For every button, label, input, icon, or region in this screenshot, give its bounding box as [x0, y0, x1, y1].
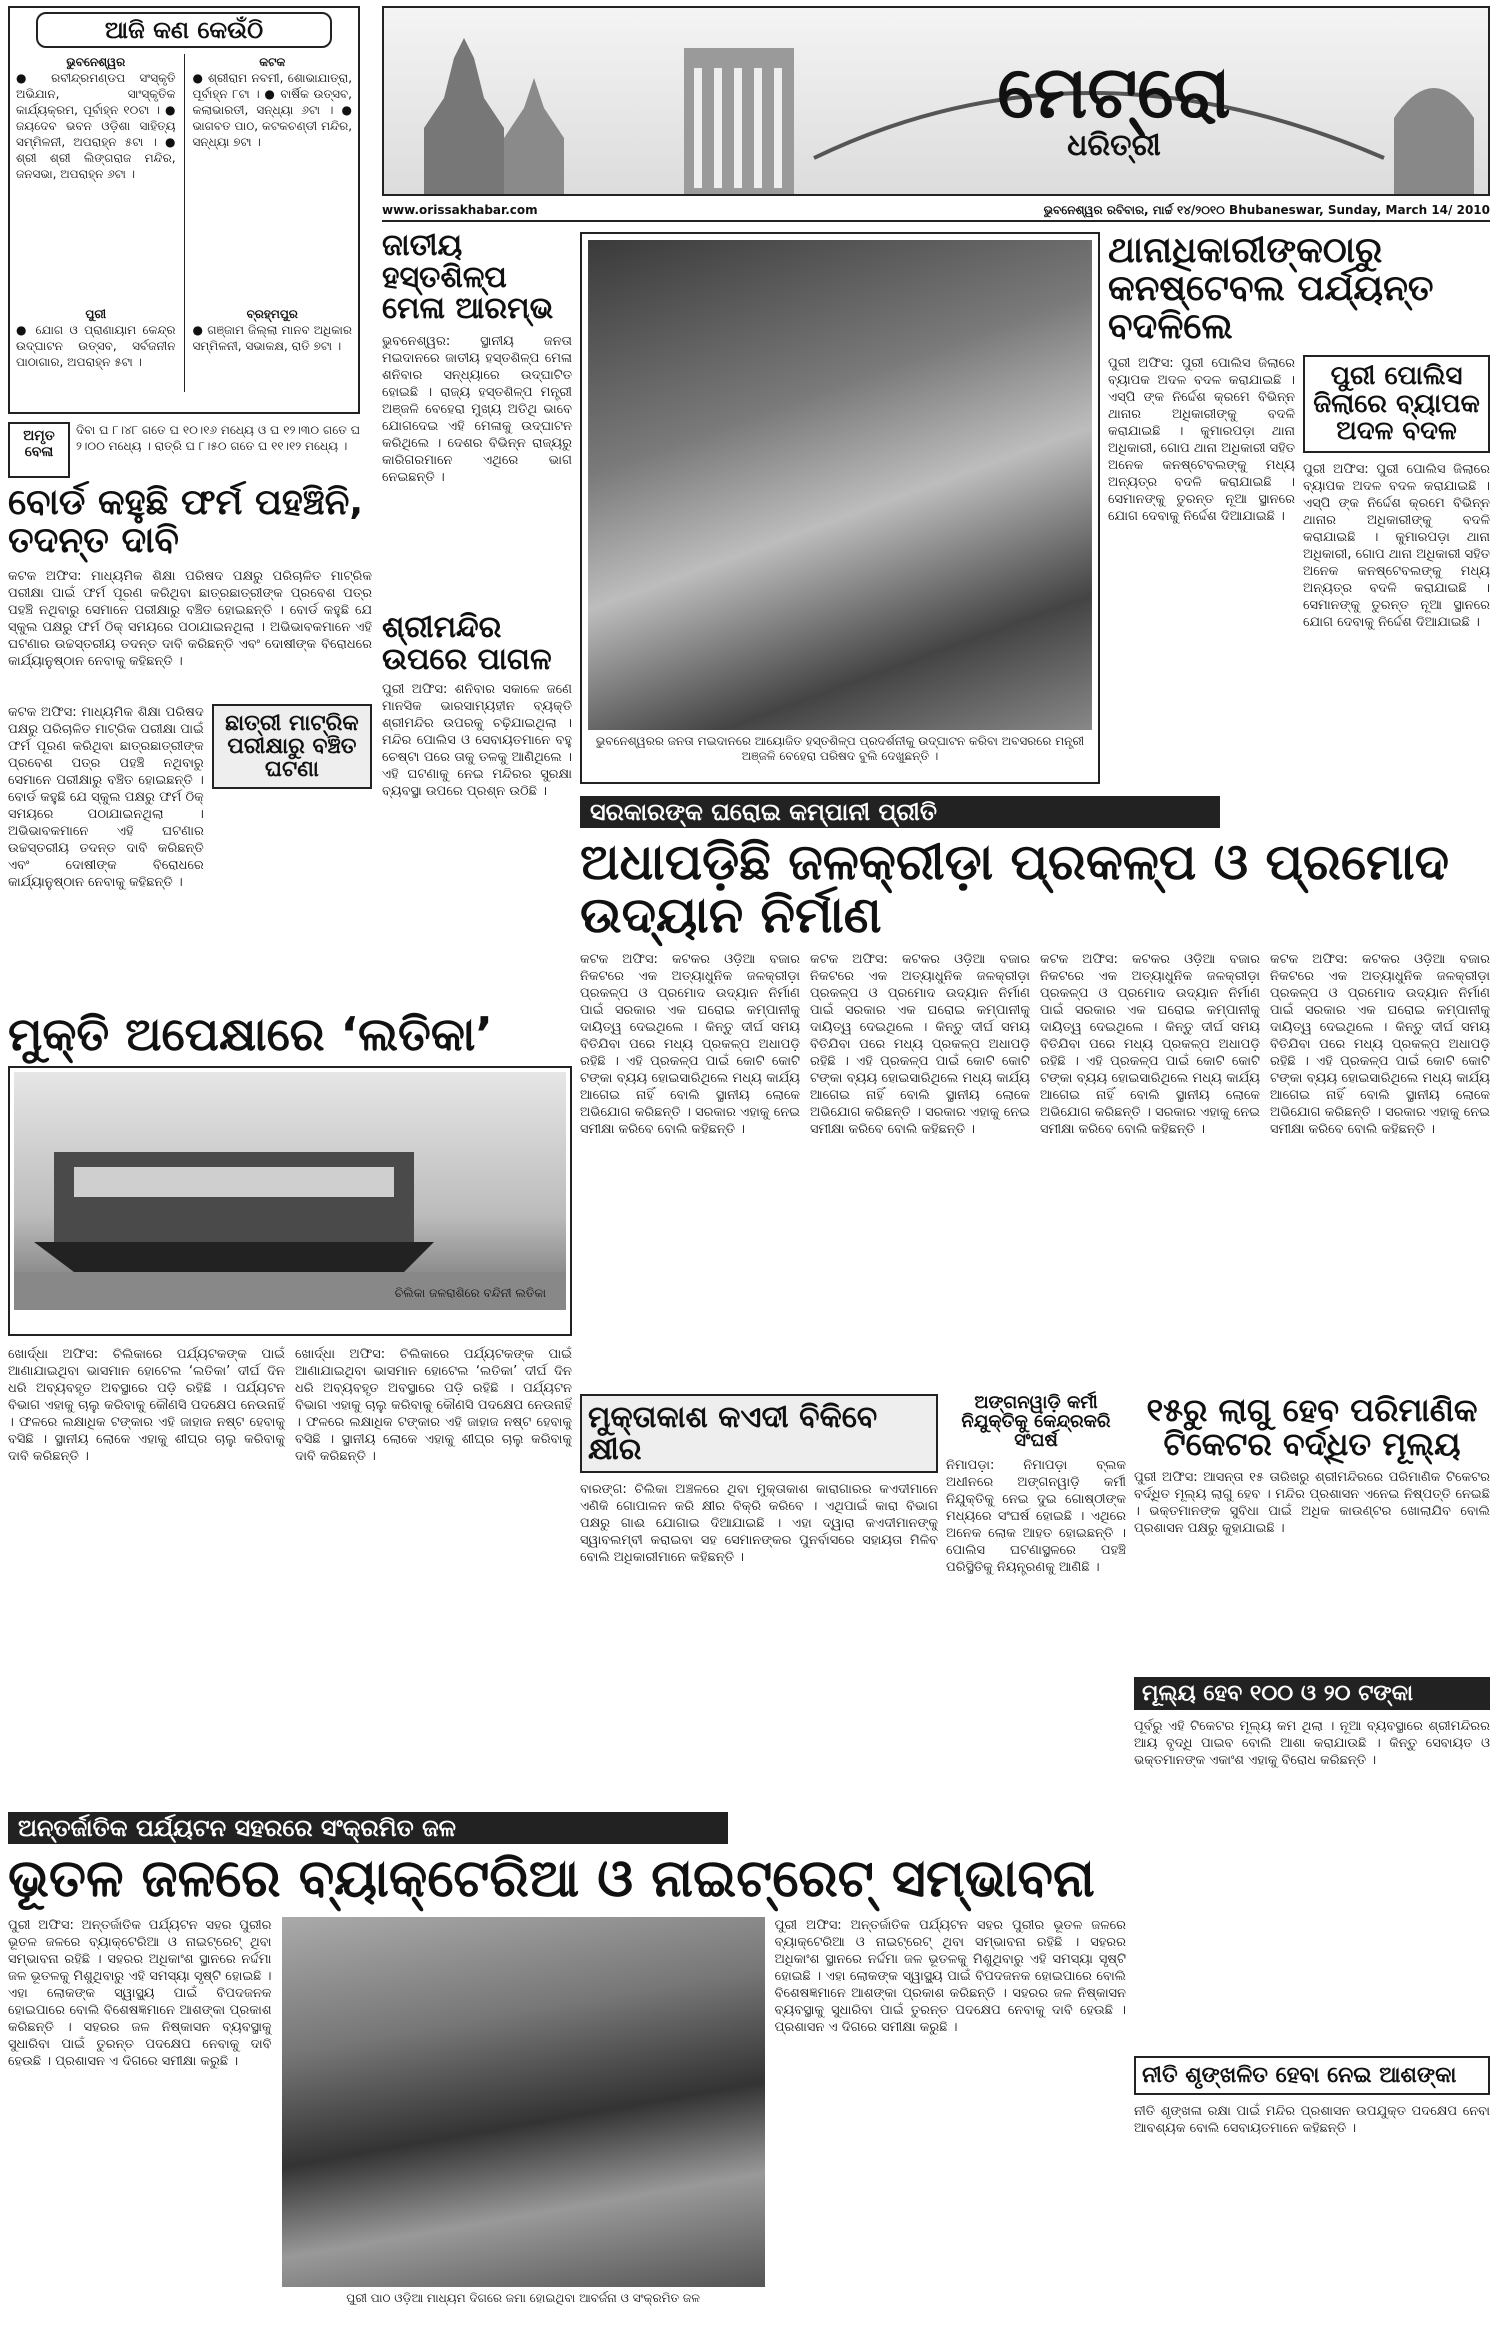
- dateline-bar: [382, 200, 1490, 222]
- police-inset: ପୁରୀ ପୋଲିସ ଜିଲାରେ ବ୍ୟାପକ ଅଦଳ ବଦଳ: [1303, 355, 1490, 453]
- temple-skyline-illustration: [384, 8, 1490, 196]
- houseboat-photo: [14, 1072, 566, 1310]
- police-headline: ଥାନାଧିକାରୀଙ୍କଠାରୁ କନଷ୍ଟେବଲ ପର୍ଯ୍ୟନ୍ତ ବଦଳିଲେ: [1108, 230, 1434, 347]
- ticket-body2: ପୂର୍ବରୁ ଏହି ଟିକେଟର ମୂଲ୍ୟ କମ ଥିଲା । ନୂଆ ବ୍ୟବସ୍ଥାରେ ଶ୍ରୀମନ୍ଦିରର ଆୟ ବୃଦ୍ଧି ପାଇବ ବୋଲି ଆଶା କରାଯାଉଛି । କିନ୍ତୁ ସେବାୟତ ଓ ଭକ୍ତମାନଙ୍କ ଏକାଂଶ ଏହାକୁ ବିରୋଧ କରିଛନ୍ତି ।: [1134, 1719, 1490, 1769]
- masthead-subtitle: ଧରିତ୍ରୀ: [1067, 128, 1161, 163]
- story-latika: [8, 1007, 572, 1810]
- story-company: [580, 796, 1490, 1386]
- water-caption: ପୁରୀ ପାଠ ଓଡ଼ିଆ ମାଧ୍ୟମ ଦିଗରେ ଜମା ହୋଇଥିବା ଆବର୍ଜନା ଓ ସଂକ୍ରମିତ ଜଳ: [346, 2290, 700, 2305]
- latika-headline: ମୁକ୍ତି ଅପେକ୍ଷାରେ ‘ଲତିକା’: [8, 1007, 493, 1061]
- events-col2-text2: ● ଗଞ୍ଜାମ ଜିଲ୍ଲା ମାନବ ଅଧିକାର ସମ୍ମିଳନୀ, ସଭାକକ୍ଷ, ରାତି ୭ଟା ।: [192, 323, 353, 353]
- amruta-text: ଦିବା ଘ ୮।୪୮ ଗତେ ଘ ୧୦।୧୬ ମଧ୍ୟେ ଓ ଘ ୧୨।୩୦ ଗତେ ଘ ୨।୦୦ ମଧ୍ୟେ । ରାତ୍ରି ଘ ୮।୫୦ ଗତେ ଘ ୧୧।୧୨ ମଧ୍ୟେ ।: [76, 423, 360, 453]
- water-body-col3: ପୁରୀ ଅଫିସ: ଅନ୍ତର୍ଜାତିକ ପର୍ଯ୍ୟଟନ ସହର ପୁରୀର ଭୂତଳ ଜଳରେ ବ୍ୟାକ୍ଟେରିଆ ଓ ନାଇଟ୍ରେଟ୍ ଥିବା ସମ୍ଭାବନା ରହିଛି । ସହରର ଅଧିକାଂଶ ସ୍ଥାନରେ ନର୍ଦ୍ଦମା ଜଳ ଭୂତଳକୁ ମିଶୁଥିବାରୁ ଏହି ସମସ୍ୟା ସୃଷ୍ଟି ହୋଇଛି । ଏହା ଲୋକଙ୍କ ସ୍ୱାସ୍ଥ୍ୟ ପାଇଁ ବିପଦଜନକ ହୋଇପାରେ ବୋଲି ବିଶେଷଜ୍ଞମାନେ ଆଶଙ୍କା ପ୍ରକାଶ କରିଛନ୍ତି । ସହରର ଜଳ ନିଷ୍କାସନ ବ୍ୟବସ୍ଥାକୁ ସୁଧାରିବା ପାଇଁ ତୁରନ୍ତ ପଦକ୍ଷେପ ନେବାକୁ ଦାବି ହେଉଛି । ପ୍ରଶାସନ ଏ ଦିଗରେ ସମୀକ୍ଷା କରୁଛି ।: [774, 1917, 1126, 2035]
- ticket-headline: ୧୫ରୁ ଲାଗୁ ହେବ ପରିମାଣିକ ଟିକେଟର ବର୍ଦ୍ଧିତ ମୂଲ୍ୟ: [1146, 1391, 1478, 1463]
- board-inset: ଛାତ୍ରୀ ମାଟ୍ରିକ ପରୀକ୍ଷାରୁ ବଞ୍ଚିତ ଘଟଣା: [212, 704, 372, 789]
- water-photo: [282, 1917, 765, 2287]
- handicraft-body: ଭୁବନେଶ୍ୱର: ସ୍ଥାନୀୟ ଜନତା ମଇଦାନରେ ଜାତୀୟ ହସ୍ତଶିଳ୍ପ ମେଳା ଶନିବାର ସନ୍ଧ୍ୟାରେ ଉଦ୍‌ଘାଟିତ ହୋଇଛି । ରାଜ୍ୟ ହସ୍ତଶିଳ୍ପ ମନ୍ତ୍ରୀ ଅଞ୍ଜଳି ବେହେରା ମୁଖ୍ୟ ଅତିଥି ଭାବେ ଯୋଗଦେଇ ଏହି ମେଳାକୁ ଉଦ୍‌ଘାଟନ କରିଥିଲେ । ଦେଶର ବିଭିନ୍ନ ରାଜ୍ୟରୁ କାରିଗରମାନେ ଏଥିରେ ଭାଗ ନେଇଛନ୍ତି ।: [382, 333, 572, 485]
- story-anganwadi: [946, 1394, 1126, 1804]
- events-col2-heading: କଟକ: [259, 55, 286, 69]
- photo-fair: [588, 240, 1092, 730]
- events-box: [8, 6, 360, 414]
- anganwadi-body: ନିମାପଡ଼ା: ନିମାପଡ଼ା ବ୍ଲକ ଅଧୀନରେ ଅଙ୍ଗନୱାଡ଼ି କର୍ମୀ ନିଯୁକ୍ତିକୁ ନେଇ ଦୁଇ ଗୋଷ୍ଠୀଙ୍କ ମଧ୍ୟରେ ସଂଘର୍ଷ ହୋଇଛି । ଏଥିରେ ଅନେକ ଲୋକ ଆହତ ହୋଇଛନ୍ତି । ପୋଲିସ ଘଟଣାସ୍ଥଳରେ ପହଞ୍ଚି ପରିସ୍ଥିତିକୁ ନିୟନ୍ତ୍ରଣକୁ ଆଣିଛି ।: [946, 1457, 1126, 1575]
- ticket-body: ପୁରୀ ଅଫିସ: ଆସନ୍ତା ୧୫ ତାରିଖରୁ ଶ୍ରୀମନ୍ଦିରରେ ପରିମାଣିକ ଟିକେଟର ବର୍ଦ୍ଧିତ ମୂଲ୍ୟ ଲାଗୁ ହେବ । ମନ୍ଦିର ପ୍ରଶାସନ ଏନେଇ ନିଷ୍ପତ୍ତି ନେଇଛି । ଭକ୍ତମାନଙ୍କ ସୁବିଧା ପାଇଁ ଅଧିକ କାଉଣ୍ଟର ଖୋଲାଯିବ ବୋଲି ପ୍ରଶାସନ ପକ୍ଷରୁ କୁହାଯାଇଛି ।: [1134, 1470, 1490, 1537]
- events-col1-heading: ଭୁବନେଶ୍ୱର: [66, 55, 126, 69]
- company-body-col2: କଟକ ଅଫିସ: କଟକର ଓଡ଼ିଆ ବଜାର ନିକଟରେ ଏକ ଅତ୍ୟାଧୁନିକ ଜଳକ୍ରୀଡ଼ା ପ୍ରକଳ୍ପ ଓ ପ୍ରମୋଦ ଉଦ୍ୟାନ ନିର୍ମାଣ ପାଇଁ ସରକାର ଏକ ଘରୋଇ କମ୍ପାନୀକୁ ଦାୟିତ୍ୱ ଦେଇଥିଲେ । କିନ୍ତୁ ଦୀର୍ଘ ସମୟ ବିତିଯିବା ପରେ ମଧ୍ୟ ପ୍ରକଳ୍ପ ଅଧାପଡ଼ି ରହିଛି । ଏହି ପ୍ରକଳ୍ପ ପାଇଁ କୋଟି କୋଟି ଟଙ୍କା ବ୍ୟୟ ହୋଇସାରିଥିଲେ ମଧ୍ୟ କାର୍ଯ୍ୟ ଆଗେଇ ନାହିଁ ବୋଲି ସ୍ଥାନୀୟ ଲୋକେ ଅଭିଯୋଗ କରିଛନ୍ତି । ସରକାର ଏହାକୁ ନେଇ ସମୀକ୍ଷା କରିବେ ବୋଲି କହିଛନ୍ତି ।: [810, 952, 1030, 1137]
- events-col1-text: ● ରବୀନ୍ଦ୍ରମଣ୍ଡପ ସଂସ୍କୃତି ଅଭିଯାନ, ସାଂସ୍କୃତିକ କାର୍ଯ୍ୟକ୍ରମ, ପୂର୍ବାହ୍ନ ୧୦ଟା । ● ଜୟଦେବ ଭବନ ଓଡ଼ିଶା ସାହିତ୍ୟ ସମ୍ମିଳନୀ, ଅପରାହ୍ନ ୫ଟା । ● ଶ୍ରୀ ଶ୍ରୀ ଲିଙ୍ଗରାଜ ମନ୍ଦିର, ଜନସଭା, ଅପରାହ୍ନ ୬ଟା ।: [16, 71, 176, 181]
- dateline: ଭୁବନେଶ୍ୱର ରବିବାର, ମାର୍ଚ୍ଚ ୧୪/୨୦୧୦ Bhubaneswar, Sunday, March 14/ 2010: [1043, 202, 1490, 217]
- story-board: [8, 484, 372, 1004]
- photo-fair-caption: ଭୁବନେଶ୍ୱରର ଜନତା ମଇଦାନରେ ଆୟୋଜିତ ହସ୍ତଶିଳ୍ପ ପ୍ରଦର୍ଶନୀକୁ ଉଦ୍‌ଘାଟନ କରିବା ଅବସରରେ ମନ୍ତ୍ରୀ ଅଞ୍ଜଳି ବେହେରା ପରିଷଦ ବୁଲି ଦେଖୁଛନ୍ତି ।: [595, 734, 1085, 763]
- company-body-col4: କଟକ ଅଫିସ: କଟକର ଓଡ଼ିଆ ବଜାର ନିକଟରେ ଏକ ଅତ୍ୟାଧୁନିକ ଜଳକ୍ରୀଡ଼ା ପ୍ରକଳ୍ପ ଓ ପ୍ରମୋଦ ଉଦ୍ୟାନ ନିର୍ମାଣ ପାଇଁ ସରକାର ଏକ ଘରୋଇ କମ୍ପାନୀକୁ ଦାୟିତ୍ୱ ଦେଇଥିଲେ । କିନ୍ତୁ ଦୀର୍ଘ ସମୟ ବିତିଯିବା ପରେ ମଧ୍ୟ ପ୍ରକଳ୍ପ ଅଧାପଡ଼ି ରହିଛି । ଏହି ପ୍ରକଳ୍ପ ପାଇଁ କୋଟି କୋଟି ଟଙ୍କା ବ୍ୟୟ ହୋଇସାରିଥିଲେ ମଧ୍ୟ କାର୍ଯ୍ୟ ଆଗେଇ ନାହିଁ ବୋଲି ସ୍ଥାନୀୟ ଲୋକେ ଅଭିଯୋଗ କରିଛନ୍ତି । ସରକାର ଏହାକୁ ନେଇ ସମୀକ୍ଷା କରିବେ ବୋଲି କହିଛନ୍ତି ।: [1270, 952, 1490, 1137]
- story-prisoner: [580, 1394, 938, 1804]
- temple-body: ପୁରୀ ଅଫିସ: ଶନିବାର ସକାଳେ ଜଣେ ମାନସିକ ଭାରସାମ୍ୟହୀନ ବ୍ୟକ୍ତି ଶ୍ରୀମନ୍ଦିର ଉପରକୁ ଚଢ଼ିଯାଇଥିଲା । ମନ୍ଦିର ପୋଲିସ ଓ ସେବାୟତମାନେ ବହୁ ଚେଷ୍ଟା ପରେ ତାକୁ ତଳକୁ ଆଣିଥିଲେ । ଏହି ଘଟଣାକୁ ନେଇ ମନ୍ଦିରର ସୁରକ୍ଷା ବ୍ୟବସ୍ଥା ଉପରେ ପ୍ରଶ୍ନ ଉଠିଛି ।: [382, 682, 572, 799]
- masthead: [382, 6, 1490, 196]
- board-body: କଟକ ଅଫିସ: ମାଧ୍ୟମିକ ଶିକ୍ଷା ପରିଷଦ ପକ୍ଷରୁ ପରିଚାଳିତ ମାଟ୍ରିକ ପରୀକ୍ଷା ପାଇଁ ଫର୍ମ ପୂରଣ କରିଥିବା ଛାତ୍ରଛାତ୍ରୀଙ୍କ ପ୍ରବେଶ ପତ୍ର ପହଞ୍ଚି ନଥିବାରୁ ସେମାନେ ପରୀକ୍ଷାରୁ ବଞ୍ଚିତ ହୋଇଛନ୍ତି । ବୋର୍ଡ କହୁଛି ଯେ ସ୍କୁଲ ପକ୍ଷରୁ ଫର୍ମ ଠିକ୍ ସମୟରେ ପଠାଯାଇନଥିଲା । ଅଭିଭାବକମାନେ ଏହି ଘଟଣାର ଉଚ୍ଚସ୍ତରୀୟ ତଦନ୍ତ ଦାବି କରିଛନ୍ତି ଏବଂ ଦୋଷୀଙ୍କ ବିରୋଧରେ କାର୍ଯ୍ୟାନୁଷ୍ଠାନ ନେବାକୁ କହିଛନ୍ତି ।: [8, 568, 372, 669]
- story-temple: [382, 612, 572, 1007]
- police-body: ପୁରୀ ଅଫିସ: ପୁରୀ ପୋଲିସ ଜିଲାରେ ବ୍ୟାପକ ଅଦଳ ବଦଳ କରାଯାଇଛି । ଏସ୍‌ପି ଙ୍କ ନିର୍ଦ୍ଦେଶ କ୍ରମେ ବିଭିନ୍ନ ଥାନାର ଅଧିକାରୀଙ୍କୁ ବଦଳି କରାଯାଇଛି । କୁମାରପଡ଼ା ଥାନା ଅଧିକାରୀ, ଗୋପ ଥାନା ଅଧିକାରୀ ସହିତ ଅନେକ କନଷ୍ଟେବଲଙ୍କୁ ମଧ୍ୟ ଅନ୍ୟତ୍ର ବଦଳି କରାଯାଇଛି । ସେମାନଙ୍କୁ ତୁରନ୍ତ ନୂଆ ସ୍ଥାନରେ ଯୋଗ ଦେବାକୁ ନିର୍ଦ୍ଦେଶ ଦିଆଯାଇଛି ।: [1108, 356, 1295, 525]
- board-headline: ବୋର୍ଡ କହୁଛି ଫର୍ମ ପହଞ୍ଚିନି, ତଦନ୍ତ ଦାବି: [8, 482, 364, 561]
- story-handicraft: [382, 230, 572, 610]
- anganwadi-headline: ଅଙ୍ଗନୱାଡ଼ି କର୍ମୀ ନିଯୁକ୍ତିକୁ କେନ୍ଦ୍ରକରି ସଂଘର୍ଷ: [961, 1392, 1111, 1451]
- ticket-price-tag: ମୂଲ୍ୟ ହେବ ୧୦୦ ଓ ୨୦ ଟଙ୍କା: [1134, 1677, 1490, 1710]
- events-col1-text2: ● ଯୋଗ ଓ ପ୍ରାଣାୟାମ କେନ୍ଦ୍ର ଉଦ୍‌ଘାଟନ ଉତ୍ସବ, ସର୍ବଜନୀନ ପାଠାଗାର, ଅପରାହ୍ନ ୫ଟା ।: [16, 323, 176, 369]
- latika-caption: ଚିଲିକା ଜଳରାଶିରେ ବନ୍ଦିନୀ ଲତିକା: [394, 1286, 546, 1301]
- masthead-title: ମେଟ୍ରୋ: [997, 50, 1231, 134]
- prisoner-body: ବାରଙ୍ଗ: ଚିଲିକା ଅଞ୍ଚଳରେ ଥିବା ମୁକ୍ତାକାଶ କାରାଗାରର କଏଦୀମାନେ ଏଣିକି ଗୋପାଳନ କରି କ୍ଷୀର ବିକ୍ରି କରିବେ । ଏଥିପାଇଁ କାରା ବିଭାଗ ପକ୍ଷରୁ ଗାଈ ଯୋଗାଇ ଦିଆଯାଇଛି । ଏହା ଦ୍ୱାରା କଏଦୀମାନଙ୍କୁ ସ୍ୱାବଲମ୍ବୀ କରାଇବା ସହ ସେମାନଙ୍କର ପୁନର୍ବାସରେ ସହାୟତା ମିଳିବ ବୋଲି ଅଧିକାରୀମାନେ କହିଛନ୍ତି ।: [580, 1482, 938, 1565]
- company-body-col1: କଟକ ଅଫିସ: କଟକର ଓଡ଼ିଆ ବଜାର ନିକଟରେ ଏକ ଅତ୍ୟାଧୁନିକ ଜଳକ୍ରୀଡ଼ା ପ୍ରକଳ୍ପ ଓ ପ୍ରମୋଦ ଉଦ୍ୟାନ ନିର୍ମାଣ ପାଇଁ ସରକାର ଏକ ଘରୋଇ କମ୍ପାନୀକୁ ଦାୟିତ୍ୱ ଦେଇଥିଲେ । କିନ୍ତୁ ଦୀର୍ଘ ସମୟ ବିତିଯିବା ପରେ ମଧ୍ୟ ପ୍ରକଳ୍ପ ଅଧାପଡ଼ି ରହିଛି । ଏହି ପ୍ରକଳ୍ପ ପାଇଁ କୋଟି କୋଟି ଟଙ୍କା ବ୍ୟୟ ହୋଇସାରିଥିଲେ ମଧ୍ୟ କାର୍ଯ୍ୟ ଆଗେଇ ନାହିଁ ବୋଲି ସ୍ଥାନୀୟ ଲୋକେ ଅଭିଯୋଗ କରିଛନ୍ତି । ସରକାର ଏହାକୁ ନେଇ ସମୀକ୍ଷା କରିବେ ବୋଲି କହିଛନ୍ତି ।: [580, 952, 800, 1137]
- website-link[interactable]: www.orissakhabar.com: [382, 203, 538, 217]
- events-col1-heading2: ପୁରୀ: [85, 307, 107, 321]
- water-kicker: ଅନ୍ତର୍ଜାତିକ ପର୍ଯ୍ୟଟନ ସହରରେ ସଂକ୍ରମିତ ଜଳ: [8, 1812, 728, 1844]
- police-body-cont: ପୁରୀ ଅଫିସ: ପୁରୀ ପୋଲିସ ଜିଲାରେ ବ୍ୟାପକ ଅଦଳ ବଦଳ କରାଯାଇଛି । ଏସ୍‌ପି ଙ୍କ ନିର୍ଦ୍ଦେଶ କ୍ରମେ ବିଭିନ୍ନ ଥାନାର ଅଧିକାରୀଙ୍କୁ ବଦଳି କରାଯାଇଛି । କୁମାରପଡ଼ା ଥାନା ଅଧିକାରୀ, ଗୋପ ଥାନା ଅଧିକାରୀ ସହିତ ଅନେକ କନଷ୍ଟେବଲଙ୍କୁ ମଧ୍ୟ ଅନ୍ୟତ୍ର ବଦଳି କରାଯାଇଛି । ସେମାନଙ୍କୁ ତୁରନ୍ତ ନୂଆ ସ୍ଥାନରେ ଯୋଗ ଦେବାକୁ ନିର୍ଦ୍ଦେଶ ଦିଆଯାଇଛି ।: [1303, 462, 1490, 631]
- temple-headline: ଶ୍ରୀମନ୍ଦିର ଉପରେ ପାଗଳ: [382, 610, 552, 677]
- company-body-col3: କଟକ ଅଫିସ: କଟକର ଓଡ଼ିଆ ବଜାର ନିକଟରେ ଏକ ଅତ୍ୟାଧୁନିକ ଜଳକ୍ରୀଡ଼ା ପ୍ରକଳ୍ପ ଓ ପ୍ରମୋଦ ଉଦ୍ୟାନ ନିର୍ମାଣ ପାଇଁ ସରକାର ଏକ ଘରୋଇ କମ୍ପାନୀକୁ ଦାୟିତ୍ୱ ଦେଇଥିଲେ । କିନ୍ତୁ ଦୀର୍ଘ ସମୟ ବିତିଯିବା ପରେ ମଧ୍ୟ ପ୍ରକଳ୍ପ ଅଧାପଡ଼ି ରହିଛି । ଏହି ପ୍ରକଳ୍ପ ପାଇଁ କୋଟି କୋଟି ଟଙ୍କା ବ୍ୟୟ ହୋଇସାରିଥିଲେ ମଧ୍ୟ କାର୍ଯ୍ୟ ଆଗେଇ ନାହିଁ ବୋଲି ସ୍ଥାନୀୟ ଲୋକେ ଅଭିଯୋଗ କରିଛନ୍ତି । ସରକାର ଏହାକୁ ନେଇ ସମୀକ୍ଷା କରିବେ ବୋଲି କହିଛନ୍ତି ।: [1040, 952, 1260, 1137]
- water-body-col1: ପୁରୀ ଅଫିସ: ଅନ୍ତର୍ଜାତିକ ପର୍ଯ୍ୟଟନ ସହର ପୁରୀର ଭୂତଳ ଜଳରେ ବ୍ୟାକ୍ଟେରିଆ ଓ ନାଇଟ୍ରେଟ୍ ଥିବା ସମ୍ଭାବନା ରହିଛି । ସହରର ଅଧିକାଂଶ ସ୍ଥାନରେ ନର୍ଦ୍ଦମା ଜଳ ଭୂତଳକୁ ମିଶୁଥିବାରୁ ଏହି ସମସ୍ୟା ସୃଷ୍ଟି ହୋଇଛି । ଏହା ଲୋକଙ୍କ ସ୍ୱାସ୍ଥ୍ୟ ପାଇଁ ବିପଦଜନକ ହୋଇପାରେ ବୋଲି ବିଶେଷଜ୍ଞମାନେ ଆଶଙ୍କା ପ୍ରକାଶ କରିଛନ୍ତି । ସହରର ଜଳ ନିଷ୍କାସନ ବ୍ୟବସ୍ଥାକୁ ସୁଧାରିବା ପାଇଁ ତୁରନ୍ତ ପଦକ୍ଷେପ ନେବାକୁ ଦାବି ହେଉଛି । ପ୍ରଶାସନ ଏ ଦିଗରେ ସମୀକ୍ଷା କରୁଛି ।: [8, 1917, 272, 2069]
- events-col2-heading2: ବ୍ରହ୍ମପୁର: [246, 307, 298, 321]
- photo-fair-frame: [580, 232, 1100, 784]
- handicraft-headline: ଜାତୀୟ ହସ୍ତଶିଳ୍ପ ମେଳା ଆରମ୍ଭ: [382, 228, 554, 326]
- board-body-cont: କଟକ ଅଫିସ: ମାଧ୍ୟମିକ ଶିକ୍ଷା ପରିଷଦ ପକ୍ଷରୁ ପରିଚାଳିତ ମାଟ୍ରିକ ପରୀକ୍ଷା ପାଇଁ ଫର୍ମ ପୂରଣ କରିଥିବା ଛାତ୍ରଛାତ୍ରୀଙ୍କ ପ୍ରବେଶ ପତ୍ର ପହଞ୍ଚି ନଥିବାରୁ ସେମାନେ ପରୀକ୍ଷାରୁ ବଞ୍ଚିତ ହୋଇଛନ୍ତି । ବୋର୍ଡ କହୁଛି ଯେ ସ୍କୁଲ ପକ୍ଷରୁ ଫର୍ମ ଠିକ୍ ସମୟରେ ପଠାଯାଇନଥିଲା । ଅଭିଭାବକମାନେ ଏହି ଘଟଣାର ଉଚ୍ଚସ୍ତରୀୟ ତଦନ୍ତ ଦାବି କରିଛନ୍ତି ଏବଂ ଦୋଷୀଙ୍କ ବିରୋଧରେ କାର୍ଯ୍ୟାନୁଷ୍ଠାନ ନେବାକୁ କହିଛନ୍ତି ।: [8, 704, 204, 890]
- company-headline: ଅଧାପଡ଼ିଛି ଜଳକ୍ରୀଡ଼ା ପ୍ରକଳ୍ପ ଓ ପ୍ରମୋଦ ଉଦ୍ୟାନ ନିର୍ମାଣ: [580, 833, 1450, 944]
- latika-body-col2: ଖୋର୍ଦ୍ଧା ଅଫିସ: ଚିଲିକାରେ ପର୍ଯ୍ୟଟକଙ୍କ ପାଇଁ ଆଣାଯାଇଥିବା ଭାସମାନ ହୋଟେଲ ‘ଲତିକା’ ଦୀର୍ଘ ଦିନ ଧରି ଅବ୍ୟବହୃତ ଅବସ୍ଥାରେ ପଡ଼ି ରହିଛି । ପର୍ଯ୍ୟଟନ ବିଭାଗ ଏହାକୁ ଚାଲୁ କରିବାକୁ କୌଣସି ପଦକ୍ଷେପ ନେଉନାହିଁ । ଫଳରେ ଲକ୍ଷାଧିକ ଟଙ୍କାର ଏହି ଜାହାଜ ନଷ୍ଟ ହେବାକୁ ବସିଛି । ସ୍ଥାନୀୟ ଲୋକେ ଏହାକୁ ଶୀଘ୍ର ଚାଲୁ କରିବାକୁ ଦାବି କରିଛନ୍ତି ।: [295, 1347, 572, 1465]
- prisoner-headline: ମୁକ୍ତାକାଶ କଏଦୀ ବିକିବେ କ୍ଷୀର: [580, 1394, 938, 1473]
- story-ticket: [1134, 1391, 1490, 2334]
- story-police: [1108, 232, 1490, 792]
- ticket-inset: ନୀତି ଶୃଙ୍ଖଳିତ ହେବା ନେଇ ଆଶଙ୍କା: [1134, 2056, 1490, 2095]
- events-col2-text: ● ଶ୍ରୀରାମ ନବମୀ, ଶୋଭାଯାତ୍ରା, ପୂର୍ବାହ୍ନ ୮ଟା । ● ବାର୍ଷିକ ଉତ୍ସବ, କଲାଭାରତୀ, ସନ୍ଧ୍ୟା ୬ଟା । ● ଭାଗବତ ପାଠ, କଟକଚଣ୍ଡୀ ମନ୍ଦିର, ସନ୍ଧ୍ୟା ୭ଟା ।: [192, 71, 353, 149]
- amruta-label: ଅମୃତ ବେଳା: [8, 422, 70, 478]
- events-title: ଆଜି କଣ କେଉଁଠି: [36, 12, 332, 48]
- company-kicker: ସରକାରଙ୍କ ଘରୋଇ କମ୍ପାନୀ ପ୍ରୀତି: [580, 796, 1220, 828]
- latika-photo-frame: [8, 1066, 572, 1336]
- water-headline: ଭୂତଳ ଜଳରେ ବ୍ୟାକ୍ଟେରିଆ ଓ ନାଇଟ୍ରେଟ୍ ସମ୍ଭାବନା: [8, 1849, 1095, 1909]
- ticket-body3: ନୀତି ଶୃଙ୍ଖଳା ରକ୍ଷା ପାଇଁ ମନ୍ଦିର ପ୍ରଶାସନ ଉପଯୁକ୍ତ ପଦକ୍ଷେପ ନେବା ଆବଶ୍ୟକ ବୋଲି ସେବାୟତମାନେ କହିଛନ୍ତି ।: [1134, 2104, 1490, 2137]
- story-water: [8, 1812, 1126, 2332]
- amruta-bela: [8, 422, 360, 478]
- latika-body-col1: ଖୋର୍ଦ୍ଧା ଅଫିସ: ଚିଲିକାରେ ପର୍ଯ୍ୟଟକଙ୍କ ପାଇଁ ଆଣାଯାଇଥିବା ଭାସମାନ ହୋଟେଲ ‘ଲତିକା’ ଦୀର୍ଘ ଦିନ ଧରି ଅବ୍ୟବହୃତ ଅବସ୍ଥାରେ ପଡ଼ି ରହିଛି । ପର୍ଯ୍ୟଟନ ବିଭାଗ ଏହାକୁ ଚାଲୁ କରିବାକୁ କୌଣସି ପଦକ୍ଷେପ ନେଉନାହିଁ । ଫଳରେ ଲକ୍ଷାଧିକ ଟଙ୍କାର ଏହି ଜାହାଜ ନଷ୍ଟ ହେବାକୁ ବସିଛି । ସ୍ଥାନୀୟ ଲୋକେ ଏହାକୁ ଶୀଘ୍ର ଚାଲୁ କରିବାକୁ ଦାବି କରିଛନ୍ତି ।: [8, 1347, 285, 1465]
